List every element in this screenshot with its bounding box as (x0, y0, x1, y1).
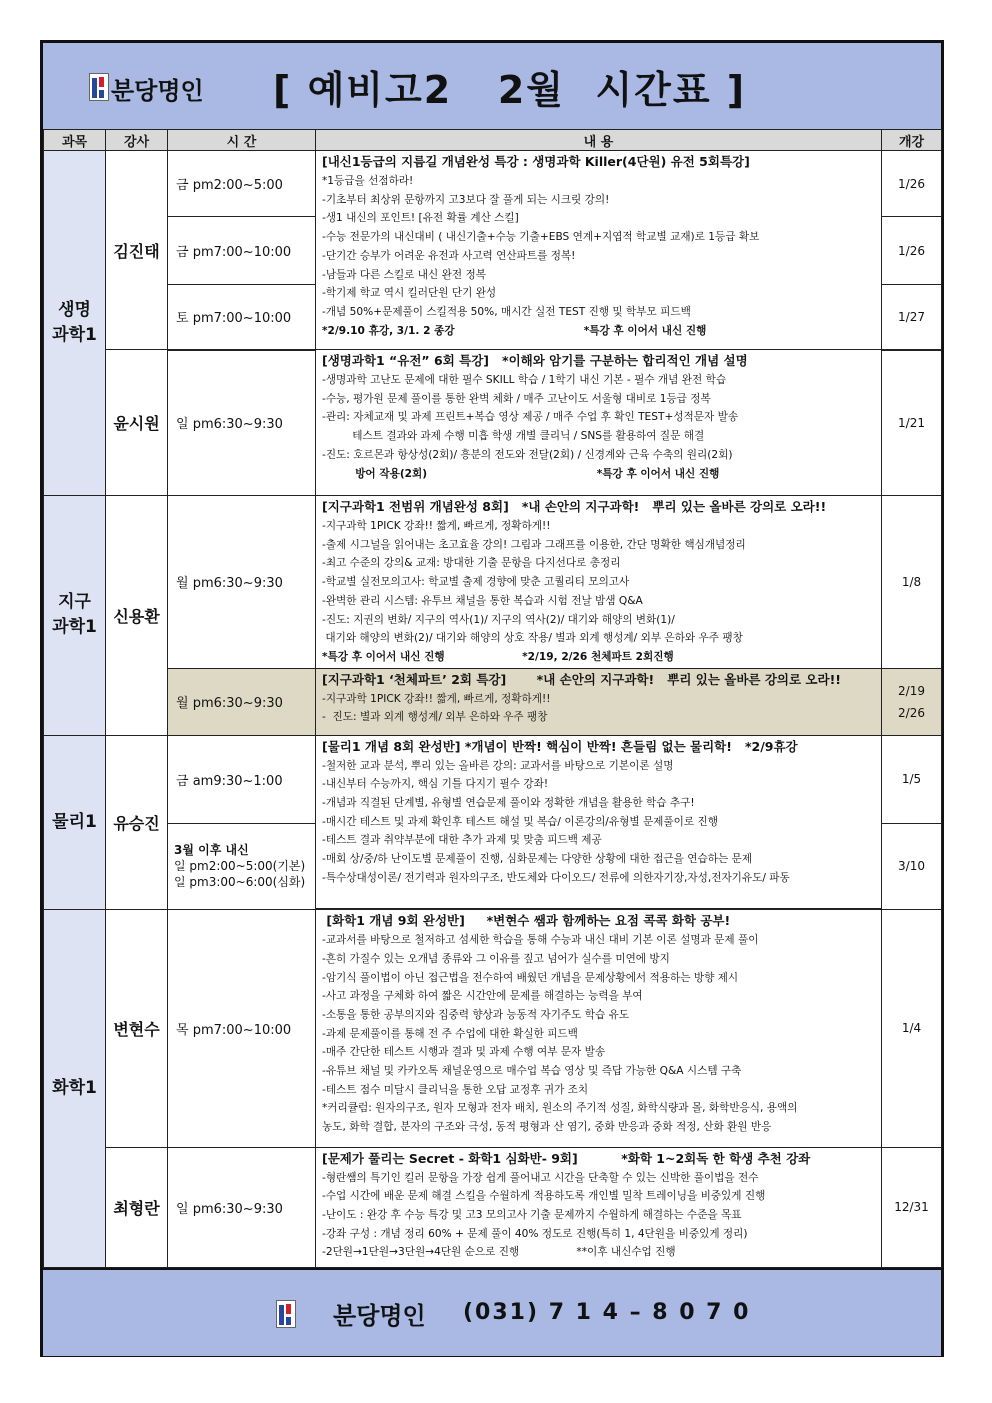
content-heading: [물리1 개념 8회 완성반] *개념이 반짝! 핵심이 반짝! 흔들림 없는 물리학! *2/9휴강 (322, 738, 798, 754)
content-line: -최고 수준의 강의& 교재: 방대한 기출 문항을 다지선다로 총정리 (322, 557, 621, 570)
teacher-cell: 신용환 (106, 496, 168, 736)
schedule-table (43, 129, 942, 1268)
content-heading: [내신1등급의 지름길 개념완성 특강 : 생명과학 Killer(4단원) 유전 5회특강] (322, 154, 750, 169)
column-header-open: 개강 (882, 130, 942, 151)
time-cell: 금 pm2:00~5:00 (168, 151, 316, 217)
open-date-cell (882, 668, 942, 735)
content-heading: [화학1 개념 9회 완성반] *변현수 쌤과 함께하는 요점 콕콕 화학 공부! (322, 913, 731, 929)
content-line: -흔히 가질수 있는 오개념 종류와 그 이유를 짚고 넘어가 실수를 미연에 방지 (322, 952, 670, 965)
time-cell: 일 pm6:30~9:30 (168, 1147, 316, 1267)
column-header-teacher: 강사 (106, 130, 168, 151)
content-cell (316, 668, 882, 735)
content-line: 방어 작용(2회) *특강 후 이어서 내신 진행 (322, 467, 720, 480)
open-date-cell: 1/21 (882, 350, 942, 496)
content-line: -교과서를 바탕으로 철저하고 섬세한 학습을 통해 수능과 내신 대비 기본 이론 설명과 문제 풀이 (322, 934, 759, 947)
open-date-cell: 1/27 (882, 285, 942, 350)
table-header-row (44, 130, 942, 151)
time-cell: 일 pm6:30~9:30 (168, 350, 316, 496)
footer-brand: 분당명인 (333, 1302, 426, 1330)
time-note: 3월 이후 내신 (174, 843, 249, 858)
teacher-cell: 김진태 (106, 151, 168, 350)
content-cell (316, 909, 882, 1147)
content-line: - 진도: 별과 외계 행성계/ 외부 은하와 우주 팽창 (322, 711, 548, 724)
content-line: -수능, 평가원 문제 풀이를 통한 완벽 체화 / 매주 고난이도 서울형 대비로 1등급 정복 (322, 392, 711, 405)
content-heading: [문제가 풀리는 Secret - 화학1 심화반- 9회] *화학 1~2회독 한 학생 추천 강좌 (322, 1150, 811, 1166)
page-title: [ 예비고2 2월 시간표 ] (273, 68, 747, 112)
content-cell (316, 496, 882, 669)
content-line: -소통을 통한 공부의지와 집중력 향상과 능동적 자기주도 학습 유도 (322, 1008, 630, 1021)
phone-number: (031) 7 1 4 – 8 0 7 0 (463, 1300, 751, 1325)
table-row (44, 909, 942, 1147)
subject-cell (44, 151, 106, 496)
subject-label: 지구 과학1 (52, 592, 97, 638)
table-row (44, 668, 942, 735)
content-line: -관리: 자체교재 및 과제 프린트+복습 영상 제공 / 매주 수업 후 확인 TEST+성적문자 발송 (322, 411, 739, 424)
content-line: -매회 상/중/하 난이도별 문제풀이 진행, 심화문제는 다양한 상황에 대한 접근을 연습하는 문제 (322, 853, 753, 866)
table-row (44, 735, 942, 823)
subject-cell: 화학1 (44, 909, 106, 1267)
content-line: -매주 간단한 테스트 시행과 결과 및 과제 수행 여부 문자 발송 (322, 1046, 606, 1059)
column-header-subject: 과목 (44, 130, 106, 151)
content-heading: [지구과학1 전범위 개념완성 8회] *내 손안의 지구과학! 뿌리 있는 올바른 강의로 오라!! (322, 499, 827, 514)
logo-icon (89, 73, 109, 101)
footer-banner (43, 1268, 941, 1356)
content-line: -단기간 승부가 어려운 유전과 사고력 연산파트를 정복! (322, 249, 576, 262)
content-line: -생명과학 고난도 문제에 대한 필수 SKILL 학습 / 1학기 내신 기본 - 필수 개념 완전 학습 (322, 374, 727, 386)
time-cell: 금 pm7:00~10:00 (168, 217, 316, 285)
time-cell: 월 pm6:30~9:30 (168, 496, 316, 669)
teacher-cell: 최형란 (106, 1147, 168, 1267)
column-header-time: 시 간 (168, 130, 316, 151)
header-banner (43, 43, 941, 131)
content-line: -내신부터 수능까지, 핵심 기틀 다지기 필수 강좌! (322, 778, 549, 791)
content-line: -과제 문제풀이를 통해 전 주 수업에 대한 확실한 피드백 (322, 1027, 578, 1040)
teacher-cell: 유승진 (106, 735, 168, 909)
content-line: *특강 후 이어서 내신 진행 *2/19, 2/26 천체파트 2회진행 (322, 650, 674, 663)
teacher-cell: 변현수 (106, 909, 168, 1147)
open-date-cell: 1/8 (882, 496, 942, 669)
content-line: -사고 과정을 구체화 하여 짧은 시간안에 문제를 해결하는 능력을 부여 (322, 990, 643, 1003)
content-cell (316, 350, 882, 496)
content-cell (316, 735, 882, 909)
content-heading: [지구과학1 ‘천체파트’ 2회 특강] *내 손안의 지구과학! 뿌리 있는 올바른 강의로 오라!! (322, 671, 841, 687)
subject-cell: 물리1 (44, 735, 106, 909)
content-line: -철저한 교과 분석, 뿌리 있는 올바른 강의: 교과서를 바탕으로 기본이론 설명 (322, 759, 674, 772)
content-line: -수능 전문가의 내신대비 ( 내신기출+수능 기출+EBS 연계+지엽적 학교별 교재)로 1등급 확보 (322, 231, 760, 244)
content-line: -테스트 점수 미달시 클리닉을 통한 오답 교정후 귀가 조치 (322, 1083, 589, 1096)
open-date-cell: 1/4 (882, 909, 942, 1147)
teacher-cell: 윤시원 (106, 350, 168, 496)
time-line: 일 pm3:00~6:00(심화) (174, 875, 306, 890)
open-date-cell: 3/10 (882, 823, 942, 909)
content-line: -지구과학 1PICK 강좌!! 짧게, 빠르게, 정확하게!! (322, 692, 551, 705)
brand-name: 분당명인 (111, 77, 204, 105)
content-line: -기초부터 최상위 문항까지 고3보다 잘 풀게 되는 시크릿 강의! (322, 193, 610, 206)
content-line: -매시간 테스트 및 과제 확인후 테스트 해설 및 복습/ 이론강의/유형별 문제풀이로 진행 (322, 815, 718, 828)
content-line: -형란쌤의 특기인 킬러 문항을 가장 쉽게 풀어내고 시간을 단축할 수 있는 신박한 풀이법을 전수 (322, 1171, 759, 1184)
content-line: -난이도 : 완강 후 수능 특강 및 고3 모의고사 기출 문제까지 수월하게 해결하는 수준을 목표 (322, 1209, 742, 1222)
time-cell: 월 pm6:30~9:30 (168, 668, 316, 735)
content-line: -출제 시그널을 읽어내는 초고효율 강의! 그림과 그래프를 이용한, 간단 명확한 핵심개념정리 (322, 538, 746, 551)
open-date-cell: 1/26 (882, 151, 942, 217)
content-line: -2단원→1단원→3단원→4단원 순으로 진행 **이후 내신수업 진행 (322, 1246, 676, 1259)
time-cell: 토 pm7:00~10:00 (168, 285, 316, 350)
logo-icon (276, 1300, 296, 1328)
content-line: -생1 내신의 포인트! [유전 확률 계산 스킬] (322, 212, 519, 225)
content-line: -개념과 직결된 단계별, 유형별 연습문제 풀이와 정확한 개념을 활용한 학습 추구! (322, 797, 695, 810)
content-line: *커리큘럼: 원자의구조, 원자 모형과 전자 배치, 원소의 주기적 성질, 화학식량과 몰, 화학반응식, 용액의 (322, 1102, 798, 1115)
open-date-cell: 1/5 (882, 735, 942, 823)
content-line: -암기식 풀이법이 아닌 접근법을 전수하여 배웠던 개념을 문제상황에서 적용하는 방향 제시 (322, 971, 739, 984)
content-heading: [생명과학1 “유전” 6회 특강] *이해와 암기를 구분하는 합리적인 개념 설명 (322, 353, 748, 368)
open-date-cell: 12/31 (882, 1147, 942, 1267)
open-date: 2/26 (898, 705, 925, 720)
subject-label: 생명 과학1 (52, 300, 97, 345)
content-line: -남들과 다른 스킬로 내신 완전 정복 (322, 268, 486, 281)
content-line: *1등급을 선점하라! (322, 175, 414, 187)
content-line: -진도: 지권의 변화/ 지구의 역사(1)/ 지구의 역사(2)/ 대기와 해양의 변화(1)/ (322, 613, 675, 626)
content-line: -진도: 호르몬과 항상성(2회)/ 흥분의 전도와 전달(2회) / 신경계와 근육 수축의 원리(2회) (322, 448, 733, 461)
table-row (44, 151, 942, 217)
timetable-frame (40, 40, 944, 1357)
content-line: -학기제 학교 역시 킬러단원 단기 완성 (322, 287, 497, 300)
open-date-cell: 1/26 (882, 217, 942, 285)
time-line: 일 pm2:00~5:00(기본) (174, 859, 306, 874)
column-header-content: 내 용 (316, 130, 882, 151)
content-line: -완벽한 관리 시스템: 유투브 채널을 통한 복습과 시험 전날 밤샘 Q&A (322, 594, 643, 607)
open-date: 2/19 (898, 683, 925, 698)
content-line: -특수상대성이론/ 전기력과 원자의구조, 반도체와 다이오드/ 전류에 의한자기장,자성,전자기유도/ 파동 (322, 871, 790, 884)
content-line: -개념 50%+문제풀이 스킬적용 50%, 매시간 실전 TEST 진행 및 학부모 피드백 (322, 305, 691, 318)
time-cell: 목 pm7:00~10:00 (168, 909, 316, 1147)
table-row (44, 350, 942, 496)
table-row (44, 1147, 942, 1267)
content-line: -지구과학 1PICK 강좌!! 짧게, 빠르게, 정확하게!! (322, 520, 551, 532)
content-cell (316, 1147, 882, 1267)
content-line: 대기와 해양의 변화(2)/ 대기와 해양의 상호 작용/ 별과 외계 행성계/ 외부 은하와 우주 팽창 (322, 632, 743, 645)
time-cell (168, 823, 316, 909)
content-line: -유튜브 채널 및 카카오톡 채널운영으로 매수업 복습 영상 및 즉답 가능한 Q&A 시스템 구축 (322, 1065, 742, 1078)
content-cell (316, 151, 882, 350)
content-line: *2/9.10 휴강, 3/1. 2 종강 *특강 후 이어서 내신 진행 (322, 324, 707, 337)
time-cell: 금 am9:30~1:00 (168, 735, 316, 823)
content-line: -학교별 실전모의고사: 학교별 출제 경향에 맞춘 고퀄리티 모의고사 (322, 576, 630, 589)
content-line: 테스트 결과와 과제 수행 미흡 학생 개별 클리닉 / SNS를 활용하여 질문 해결 (322, 430, 705, 443)
content-line: -테스트 결과 취약부분에 대한 추가 과제 및 맞춤 피드백 제공 (322, 834, 602, 847)
content-line: -강좌 구성 : 개념 정리 60% + 문제 풀이 40% 정도로 진행(특히 1, 4단원을 비중있게 정리) (322, 1227, 748, 1240)
content-line: -수업 시간에 배운 문제 해결 스킬을 수월하게 적용하도록 개인별 밀착 트레이닝을 비중있게 진행 (322, 1190, 766, 1203)
content-line: 농도, 화학 결합, 분자의 구조와 극성, 동적 평형과 산 염기, 중화 반응과 중화 적정, 산화 환원 반응 (322, 1121, 772, 1134)
subject-cell (44, 496, 106, 736)
table-row (44, 496, 942, 669)
